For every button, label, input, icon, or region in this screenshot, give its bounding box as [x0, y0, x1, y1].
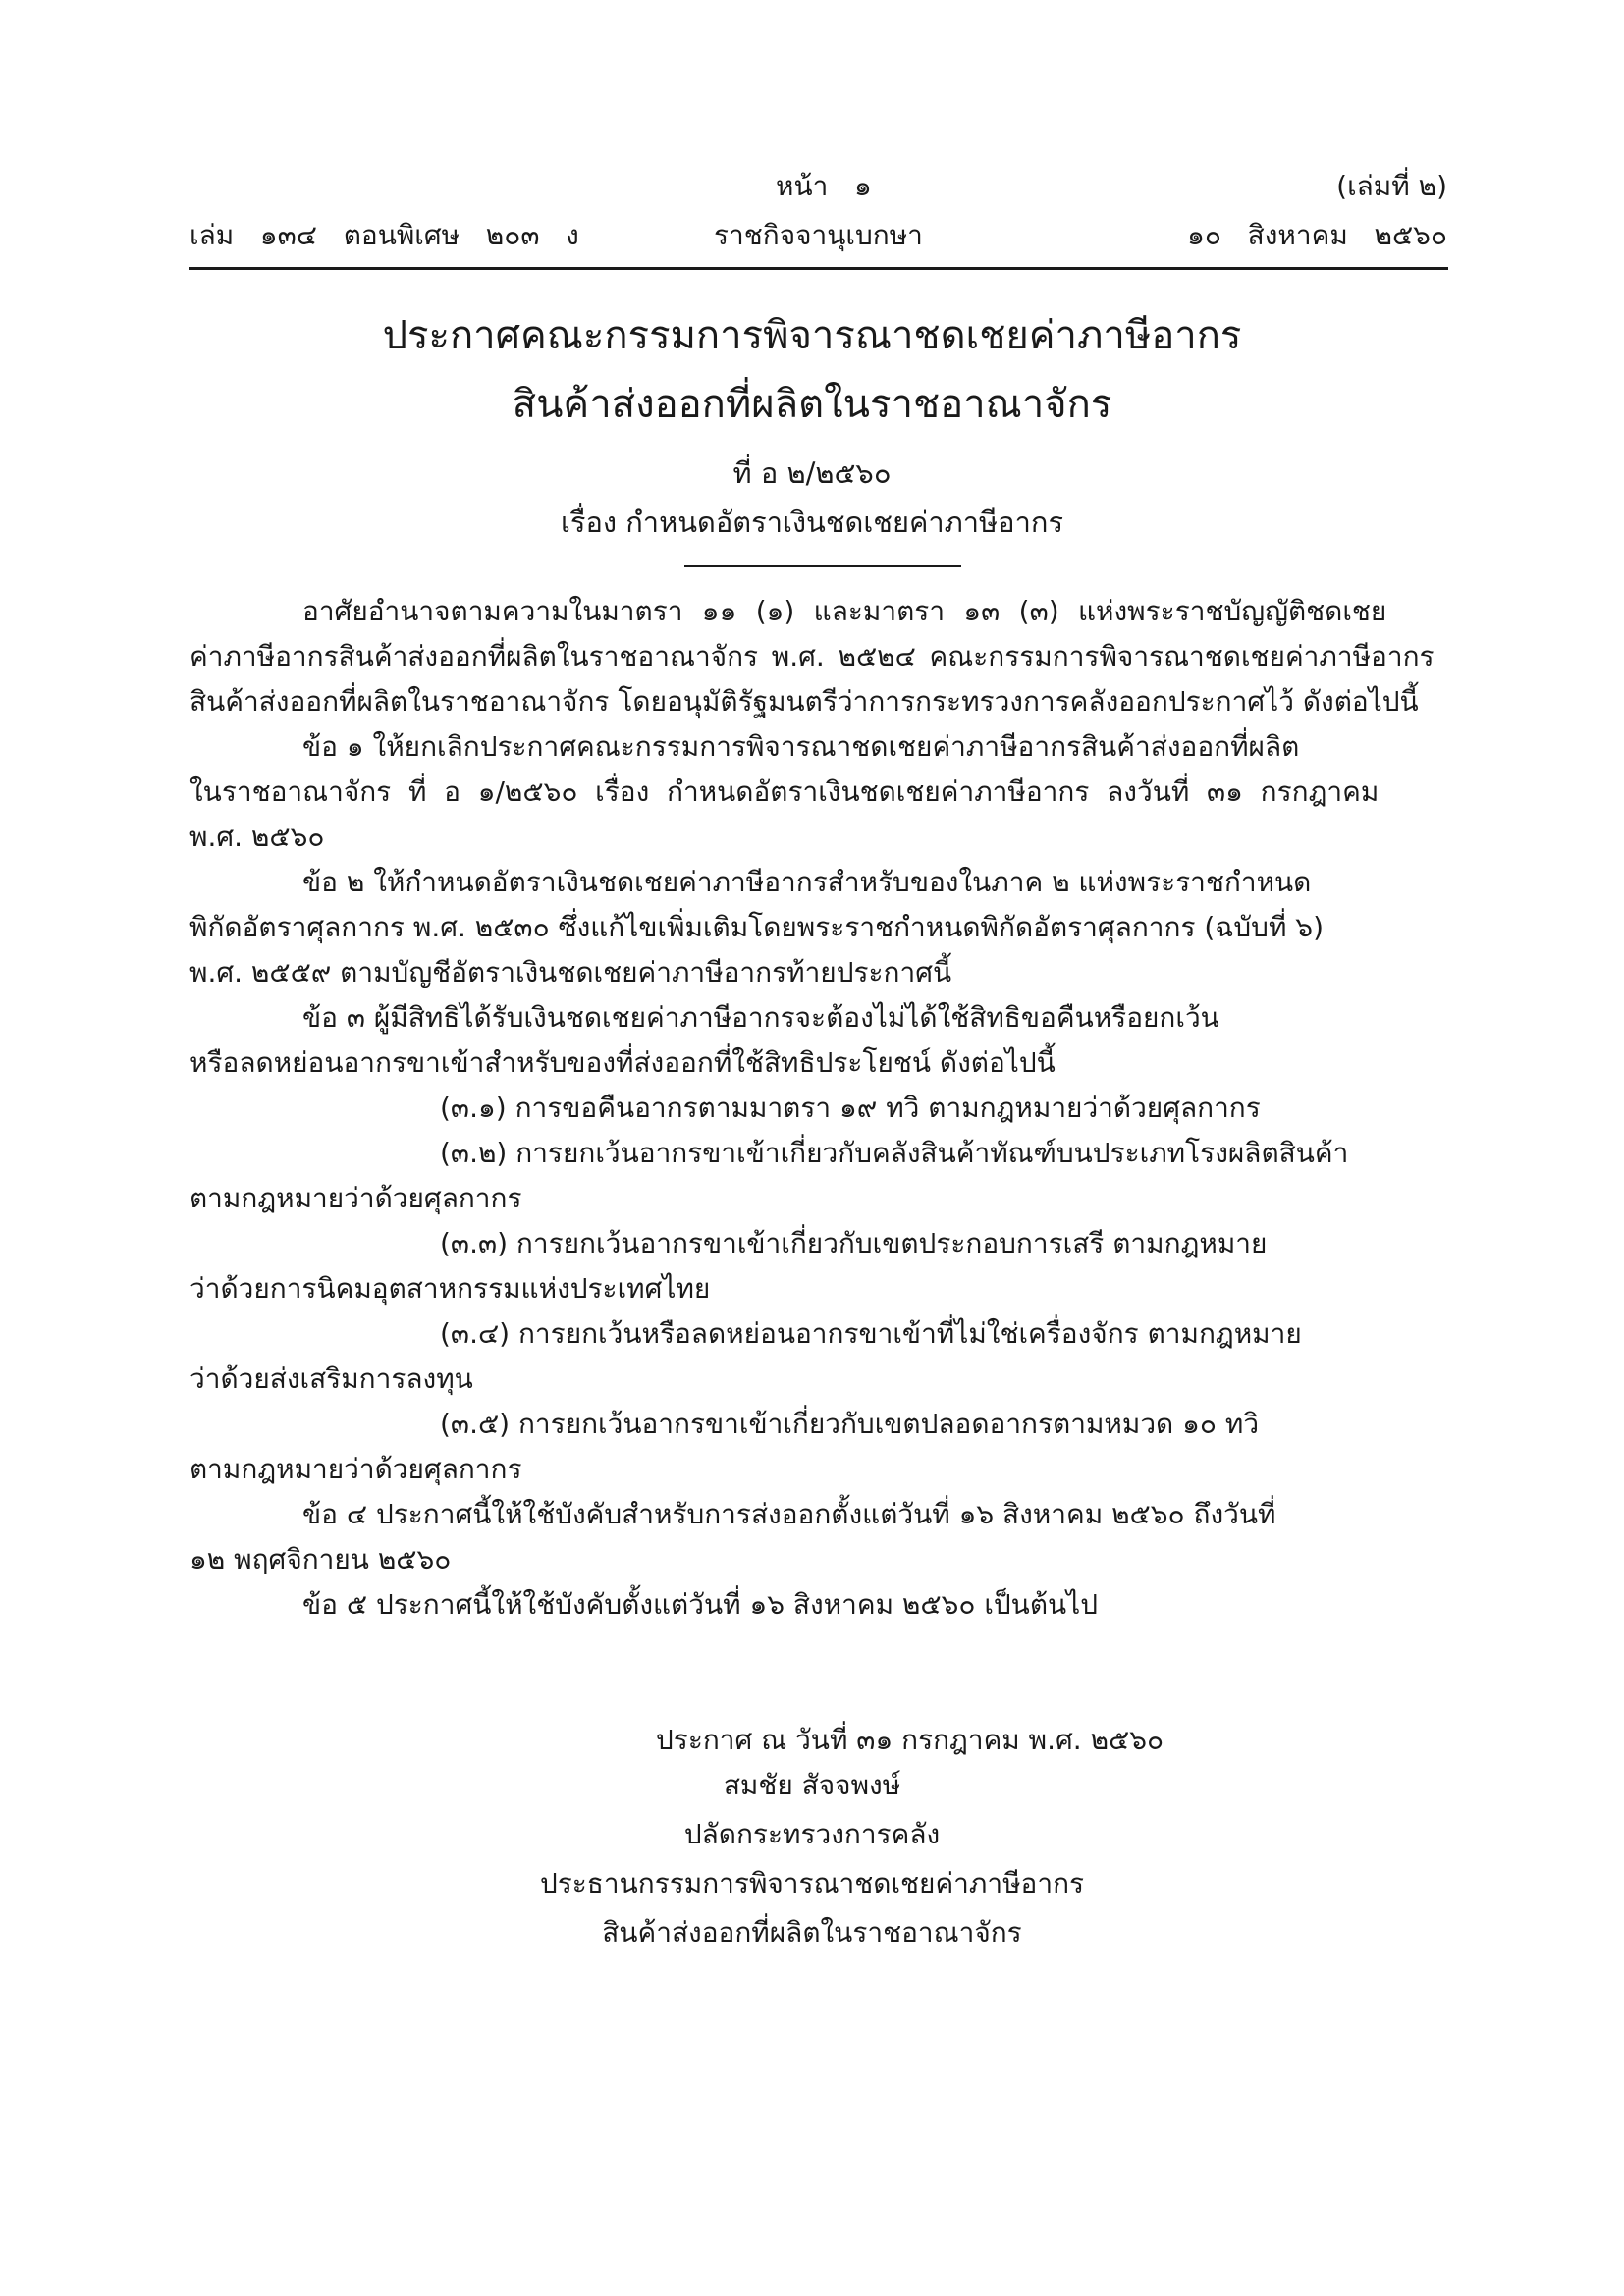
subclause-3-5-cont: ตามกฎหมายว่าด้วยศุลกากร	[189, 1453, 522, 1485]
clause-4-line: ข้อ ๔ ประกาศนี้ให้ใช้บังคับสำหรับการส่งออกตั้งแต่วันที่ ๑๖ สิงหาคม ๒๕๖๐ ถึงวันที่	[302, 1498, 1276, 1530]
preamble-line: อาศัยอำนาจตามความในมาตรา ๑๑ (๑) และมาตรา ๑๓ (๓) แห่งพระราชบัญญัติชดเชย	[302, 595, 1387, 627]
gazette-name: ราชกิจจานุเบกษา	[714, 219, 923, 251]
subclause-3-2: (๓.๒) การยกเว้นอากรขาเข้าเกี่ยวกับคลังสินค้าทัณฑ์บนประเภทโรงผลิตสินค้า	[440, 1137, 1349, 1169]
announcement-number: ที่ อ ๒/๒๕๖๐	[732, 456, 892, 490]
preamble-line: ค่าภาษีอากรสินค้าส่งออกที่ผลิตในราชอาณาจักร พ.ศ. ๒๕๒๔ คณะกรรมการพิจารณาชดเชยค่าภาษีอากร	[189, 640, 1435, 672]
announced-date: ประกาศ ณ วันที่ ๓๑ กรกฎาคม พ.ศ. ๒๕๖๐	[656, 1724, 1164, 1756]
subclause-3-4: (๓.๔) การยกเว้นหรือลดหย่อนอากรขาเข้าที่ไม่ใช่เครื่องจักร ตามกฎหมาย	[440, 1317, 1302, 1350]
announcement-subject: เรื่อง กำหนดอัตราเงินชดเชยค่าภาษีอากร	[560, 506, 1064, 539]
subclause-3-5: (๓.๕) การยกเว้นอากรขาเข้าเกี่ยวกับเขตปลอดอากรตามหมวด ๑๐ ทวิ	[440, 1408, 1260, 1440]
gazette-date: ๑๐ สิงหาคม ๒๕๖๐	[1187, 219, 1447, 251]
volume-part: (เล่มที่ ๒)	[1336, 170, 1447, 202]
clause-1-line: ในราชอาณาจักร ที่ อ ๑/๒๕๖๐ เรื่อง กำหนดอัตราเงินชดเชยค่าภาษีอากร ลงวันที่ ๓๑ กรกฎาคม	[189, 775, 1380, 808]
announcement-body	[189, 589, 1448, 1628]
signatory-position-2: ประธานกรรมการพิจารณาชดเชยค่าภาษีอากร	[539, 1867, 1085, 1899]
clause-2-line: พ.ศ. ๒๕๕๙ ตามบัญชีอัตราเงินชดเชยค่าภาษีอากรท้ายประกาศนี้	[189, 956, 952, 988]
header-rule	[189, 267, 1448, 270]
announcement-title-line1: ประกาศคณะกรรมการพิจารณาชดเชยค่าภาษีอากร	[382, 313, 1242, 358]
title-rule	[684, 565, 961, 567]
announcement-title-line2: สินค้าส่งออกที่ผลิตในราชอาณาจักร	[512, 382, 1112, 427]
clause-2-line: พิกัดอัตราศุลกากร พ.ศ. ๒๕๓๐ ซึ่งแก้ไขเพิ่มเติมโดยพระราชกำหนดพิกัดอัตราศุลกากร (ฉบับที่ ๖)	[189, 911, 1324, 943]
subclause-3-2-cont: ตามกฎหมายว่าด้วยศุลกากร	[189, 1182, 522, 1214]
preamble-line: สินค้าส่งออกที่ผลิตในราชอาณาจักร โดยอนุมัติรัฐมนตรีว่าการกระทรวงการคลังออกประกาศไว้ ดังต่อไปนี้	[189, 685, 1419, 718]
signatory-position-1: ปลัดกระทรวงการคลัง	[683, 1818, 941, 1850]
clause-3-line: หรือลดหย่อนอากรขาเข้าสำหรับของที่ส่งออกที่ใช้สิทธิประโยชน์ ดังต่อไปนี้	[189, 1046, 1056, 1079]
clause-4-line: ๑๒ พฤศจิกายน ๒๕๖๐	[189, 1543, 452, 1575]
clause-1-line: พ.ศ. ๒๕๖๐	[189, 821, 325, 853]
clause-2-line: ข้อ ๒ ให้กำหนดอัตราเงินชดเชยค่าภาษีอากรสำหรับของในภาค ๒ แห่งพระราชกำหนด	[302, 866, 1312, 898]
clause-3-line: ข้อ ๓ ผู้มีสิทธิได้รับเงินชดเชยค่าภาษีอากรจะต้องไม่ได้ใช้สิทธิขอคืนหรือยกเว้น	[302, 1001, 1219, 1034]
signatory-name: สมชัย สัจจพงษ์	[723, 1769, 901, 1801]
subclause-3-3-cont: ว่าด้วยการนิคมอุตสาหกรรมแห่งประเทศไทย	[189, 1272, 711, 1305]
signatory-position-3: สินค้าส่งออกที่ผลิตในราชอาณาจักร	[602, 1916, 1022, 1949]
subclause-3-1: (๓.๑) การขอคืนอากรตามมาตรา ๑๙ ทวิ ตามกฎหมายว่าด้วยศุลกากร	[440, 1092, 1261, 1124]
clause-1-line: ข้อ ๑ ให้ยกเลิกประกาศคณะกรรมการพิจารณาชดเชยค่าภาษีอากรสินค้าส่งออกที่ผลิต	[302, 730, 1300, 763]
book-section: เล่ม ๑๓๔ ตอนพิเศษ ๒๐๓ ง	[189, 219, 579, 251]
subclause-3-4-cont: ว่าด้วยส่งเสริมการลงทุน	[189, 1362, 473, 1395]
subclause-3-3: (๓.๓) การยกเว้นอากรขาเข้าเกี่ยวกับเขตประกอบการเสรี ตามกฎหมาย	[440, 1227, 1268, 1259]
clause-5-line: ข้อ ๕ ประกาศนี้ให้ใช้บังคับตั้งแต่วันที่ ๑๖ สิงหาคม ๒๕๖๐ เป็นต้นไป	[302, 1588, 1099, 1621]
page-number: หน้า ๑	[776, 170, 872, 202]
